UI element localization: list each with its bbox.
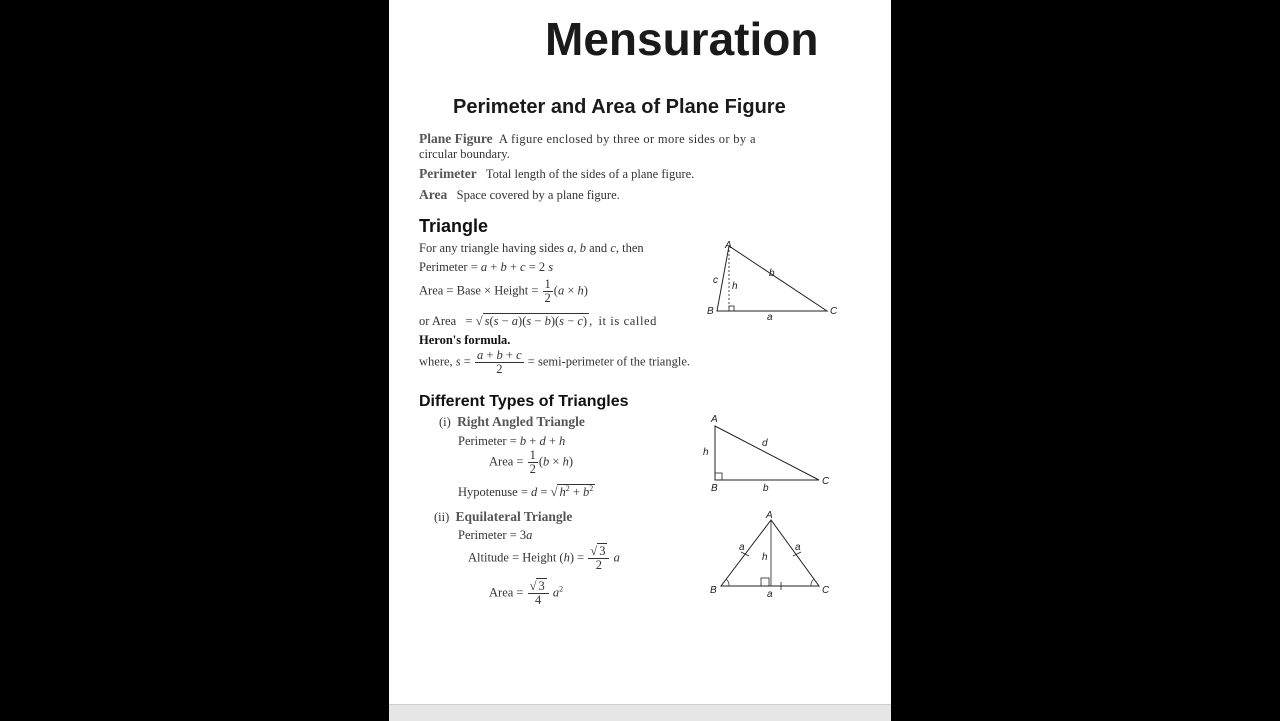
- height-h-label: h: [732, 281, 738, 292]
- vertex-b-label: B: [707, 306, 714, 317]
- semi-perimeter-formula: where, s = $\frac{a + b + c}{2}$ = semi-perimeter of the triangle.: [419, 348, 690, 377]
- page-title: Mensuration: [545, 13, 819, 65]
- triangle-area-formula: Area = Base × Height = $\frac{1}{2}$ (a × h): [419, 277, 588, 306]
- right-vertex-b-label: B: [711, 483, 718, 494]
- equi-vertex-b-label: B: [710, 585, 717, 596]
- definition-plane-figure-cont: circular boundary.: [419, 147, 510, 161]
- vertex-c-label: C: [830, 306, 838, 317]
- equilateral-heading: (ii) Equilateral Triangle: [434, 509, 573, 524]
- side-b-label: b: [769, 268, 775, 279]
- right-side-b-label: b: [763, 483, 769, 494]
- side-a-label: a: [767, 312, 773, 322]
- triangle-intro: For any triangle having sides a, b and c, then: [419, 241, 644, 255]
- altitude-formula: Altitude = Height (h) = $\frac{√ 3}{2}$ a: [468, 544, 620, 573]
- heron-formula: or Area = √ s(s − a)(s − b)(s − c) , it is called: [419, 314, 658, 328]
- equi-vertex-c-label: C: [822, 585, 830, 596]
- triangle-heading: Triangle: [419, 216, 489, 236]
- page-bottom-edge: [389, 704, 891, 721]
- right-side-d-label: d: [762, 438, 768, 449]
- types-heading: Different Types of Triangles: [419, 393, 629, 410]
- definition-area: Area Space covered by a plane figure.: [419, 187, 620, 202]
- equilateral-triangle-figure: [699, 508, 839, 600]
- right-side-h-label: h: [703, 447, 709, 458]
- definition-perimeter: Perimeter Total length of the sides of a plane figure.: [419, 166, 695, 181]
- definition-plane-figure: Plane Figure A figure enclosed by three or more sides or by a: [419, 131, 756, 146]
- general-triangle-figure: [699, 236, 839, 322]
- right-perimeter-formula: Perimeter = b + d + h: [458, 434, 566, 448]
- equi-side-a-left-label: a: [739, 542, 745, 553]
- equilateral-area-formula: Area = $\frac{√ 3}{4}$ $a^2$: [489, 579, 564, 608]
- equi-height-h-label: h: [762, 552, 768, 563]
- side-c-label: c: [713, 275, 718, 286]
- right-area-formula: Area = $\frac{1}{2}$ (b × h): [489, 448, 574, 477]
- right-vertex-c-label: C: [822, 476, 830, 487]
- right-vertex-a-label: A: [711, 414, 718, 425]
- right-triangle-figure: [697, 410, 837, 496]
- hypotenuse-formula: Hypotenuse = d = √ $h^2 + b^2$: [458, 484, 594, 500]
- vertex-a-label: A: [725, 240, 732, 251]
- equilateral-perimeter-formula: Perimeter = 3a: [458, 528, 533, 542]
- heron-name: Heron's formula.: [419, 333, 511, 347]
- right-triangle-heading: (i) Right Angled Triangle: [439, 414, 585, 429]
- equi-base-a-label: a: [767, 589, 773, 600]
- equi-vertex-a-label: A: [766, 510, 773, 521]
- equi-side-a-right-label: a: [795, 542, 801, 553]
- document-page: [389, 0, 891, 704]
- triangle-perimeter-formula: Perimeter = a + b + c = 2 s: [419, 260, 554, 274]
- section-title: Perimeter and Area of Plane Figure: [453, 96, 786, 118]
